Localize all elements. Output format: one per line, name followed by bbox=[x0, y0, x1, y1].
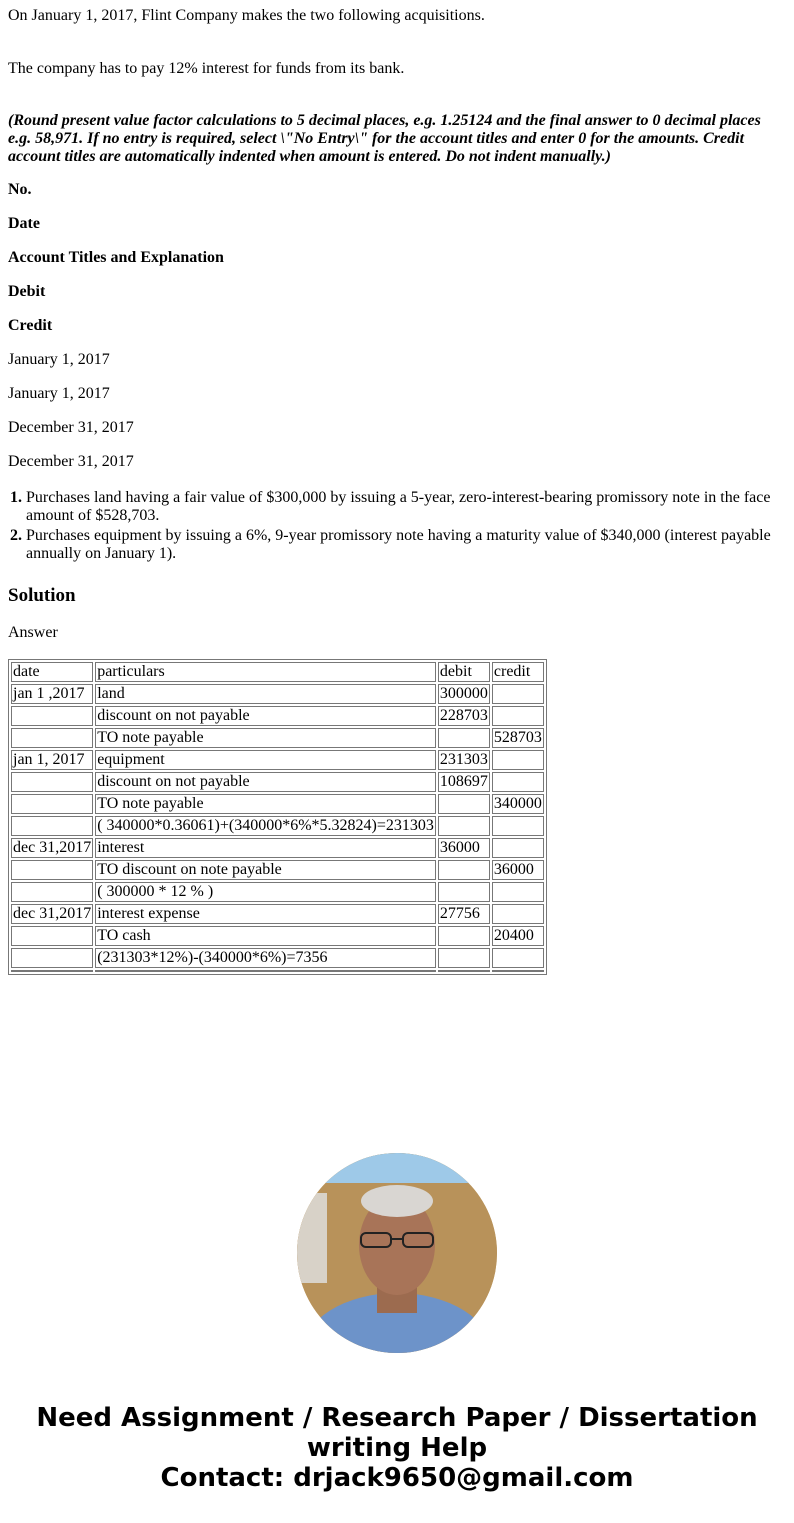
date-label: December 31, 2017 bbox=[8, 453, 134, 470]
table-row bbox=[11, 706, 544, 726]
cell-date: date bbox=[11, 662, 93, 682]
footer-banner bbox=[0, 1403, 794, 1493]
cell-date bbox=[11, 882, 93, 902]
cell-particulars: land bbox=[95, 684, 436, 704]
table-row bbox=[11, 882, 544, 902]
cell-credit: 36000 bbox=[492, 860, 544, 880]
cell-date bbox=[11, 706, 93, 726]
cell-empty bbox=[95, 970, 436, 972]
cell-debit bbox=[438, 728, 490, 748]
instructions: (Round present value factor calculations to 5 decimal places, e.g. 1.25124 and the final answer to 0 decimal places e.g. 58,971. If no entry is required, select \"No Entry\" for the account titles and enter 0 for the amounts. Credit account titles are automatically indented when amount is entered. Do not indent manually.) bbox=[8, 112, 761, 165]
item-text: Purchases equipment by issuing a 6%, 9-year promissory note having a maturity value of $340,000 (interest payable annually on January 1). bbox=[26, 527, 771, 562]
footer-contact: Contact: drjack9650@gmail.com bbox=[160, 1463, 634, 1493]
list-item bbox=[26, 489, 776, 525]
cell-debit bbox=[438, 860, 490, 880]
table-row bbox=[11, 860, 544, 880]
cell-debit: 36000 bbox=[438, 838, 490, 858]
cell-particulars: TO note payable bbox=[95, 728, 436, 748]
cell-credit bbox=[492, 750, 544, 770]
cell-debit bbox=[438, 926, 490, 946]
cell-date bbox=[11, 816, 93, 836]
table-row bbox=[11, 904, 544, 924]
cell-debit: debit bbox=[438, 662, 490, 682]
cell-particulars: discount on not payable bbox=[95, 772, 436, 792]
cell-date: dec 31,2017 bbox=[13, 839, 92, 856]
cell-credit: 528703 bbox=[493, 729, 542, 746]
bank-rate-text: The company has to pay 12% interest for funds from its bank. bbox=[8, 60, 405, 77]
cell-particulars: ( 300000 * 12 % ) bbox=[95, 882, 436, 902]
table-row bbox=[11, 728, 544, 748]
cell-debit: 108697 bbox=[439, 773, 488, 790]
cell-credit: 20400 bbox=[492, 926, 544, 946]
footer-line: writing Help bbox=[306, 1433, 488, 1463]
table-row bbox=[11, 794, 544, 814]
cell-credit bbox=[492, 882, 544, 902]
cell-credit: credit bbox=[492, 662, 544, 682]
cell-particulars: particulars bbox=[95, 662, 436, 682]
cell-particulars: discount on not payable bbox=[95, 706, 436, 726]
table-header-row bbox=[11, 662, 544, 682]
cell-particulars: TO discount on note payable bbox=[95, 860, 436, 880]
cell-date bbox=[11, 860, 93, 880]
table-row bbox=[11, 948, 544, 968]
cell-credit bbox=[492, 948, 544, 968]
date-label: December 31, 2017 bbox=[8, 419, 134, 436]
answer-label: Answer bbox=[8, 624, 58, 641]
cell-credit: 340000 bbox=[493, 795, 542, 812]
cell-empty bbox=[492, 970, 544, 972]
cell-particulars: (231303*12%)-(340000*6%)=7356 bbox=[95, 948, 436, 968]
solution-heading: Solution bbox=[8, 585, 76, 606]
header-credit: Credit bbox=[8, 317, 53, 334]
table-row bbox=[11, 926, 544, 946]
cell-date bbox=[11, 772, 93, 792]
cell-date: jan 1 ,2017 bbox=[11, 684, 93, 704]
table-row-empty bbox=[11, 970, 544, 972]
cell-debit bbox=[438, 948, 490, 968]
cell-credit bbox=[492, 838, 544, 858]
table-row bbox=[11, 772, 544, 792]
cell-empty bbox=[438, 970, 490, 972]
author-photo bbox=[297, 1153, 497, 1353]
cell-credit bbox=[492, 904, 544, 924]
journal-table bbox=[8, 659, 547, 975]
cell-date bbox=[11, 794, 93, 814]
date-label: January 1, 2017 bbox=[8, 385, 110, 402]
cell-particulars: TO cash bbox=[95, 926, 436, 946]
cell-particulars: TO note payable bbox=[95, 794, 436, 814]
cell-date bbox=[11, 926, 93, 946]
header-date: Date bbox=[8, 215, 40, 232]
acquisition-list bbox=[0, 489, 776, 565]
cell-date bbox=[11, 948, 93, 968]
table-row bbox=[11, 684, 544, 704]
cell-debit bbox=[438, 794, 490, 814]
cell-date bbox=[11, 728, 93, 748]
footer-line: Need Assignment / Research Paper / Dissertation bbox=[36, 1403, 758, 1433]
cell-particulars: equipment bbox=[95, 750, 436, 770]
date-label: January 1, 2017 bbox=[8, 351, 110, 368]
cell-debit bbox=[438, 816, 490, 836]
cell-empty bbox=[11, 970, 93, 972]
cell-debit: 228703 bbox=[439, 707, 488, 724]
table-row bbox=[11, 816, 544, 836]
table-row bbox=[11, 750, 544, 770]
table-row bbox=[11, 838, 544, 858]
cell-credit bbox=[492, 684, 544, 704]
cell-particulars: ( 340000*0.36061)+(340000*6%*5.32824)=231303 bbox=[97, 817, 434, 834]
cell-particulars: interest expense bbox=[95, 904, 436, 924]
item-text: Purchases land having a fair value of $300,000 by issuing a 5-year, zero-interest-bearing promissory note in the face amount of $528,703. bbox=[26, 489, 771, 524]
cell-debit: 27756 bbox=[438, 904, 490, 924]
header-no: No. bbox=[8, 181, 32, 198]
cell-credit bbox=[492, 772, 544, 792]
cell-date: dec 31,2017 bbox=[13, 905, 92, 922]
question-intro: On January 1, 2017, Flint Company makes the two following acquisitions. bbox=[8, 7, 485, 24]
list-item bbox=[26, 527, 776, 563]
cell-credit bbox=[492, 816, 544, 836]
cell-date: jan 1, 2017 bbox=[11, 750, 93, 770]
header-account-titles: Account Titles and Explanation bbox=[8, 249, 224, 266]
header-debit: Debit bbox=[8, 283, 46, 300]
cell-debit: 300000 bbox=[439, 685, 488, 702]
cell-debit bbox=[438, 882, 490, 902]
cell-debit: 231303 bbox=[439, 751, 488, 768]
cell-credit bbox=[492, 706, 544, 726]
cell-particulars: interest bbox=[95, 838, 436, 858]
